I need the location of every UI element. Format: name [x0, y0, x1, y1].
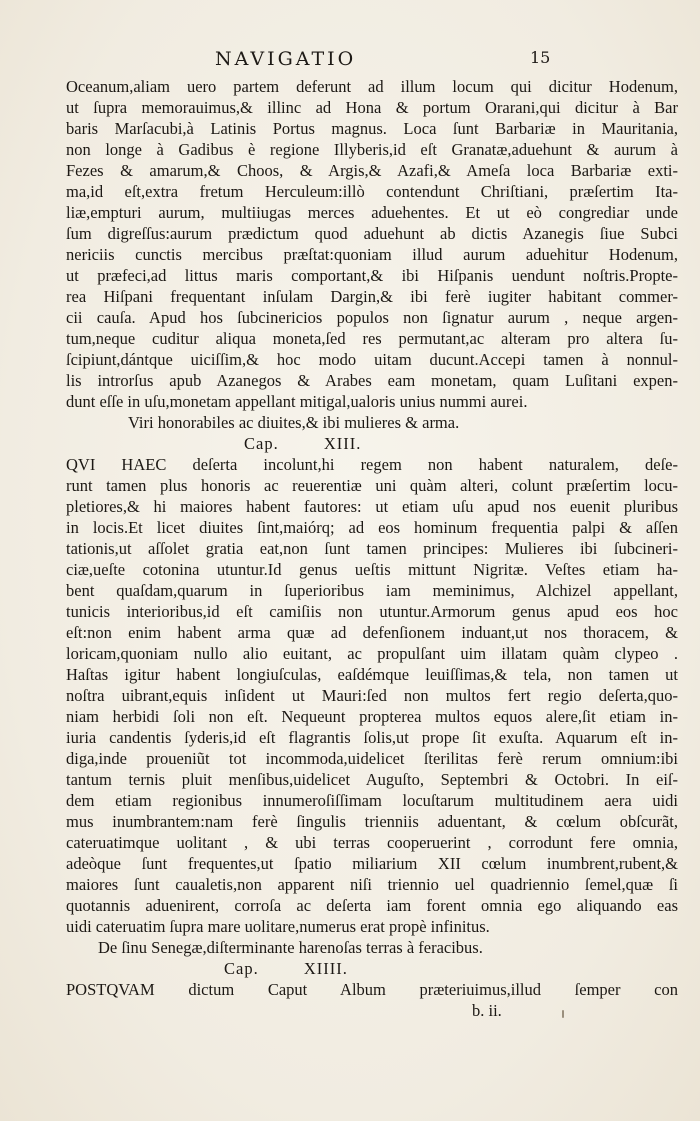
text-line: adeòque ſunt frequentes,ut ſpatio miliarium XII cœlum inumbrent,rubent,&: [66, 854, 678, 873]
text-line: ſcipiunt,dántque uiciſſim,& hoc modo uitam ducunt.Accepi tamen à nonnul-: [66, 350, 678, 369]
text-line: liæ,empturi aurum, multiiugas merces aduehentes. Et ut eò congrediar unde: [66, 203, 678, 222]
text-line: baris Marſacubi,à Latinis Portus magnus. Loca ſunt Barbariæ in Mauritania,: [66, 119, 678, 138]
text-line: Haſtas igitur habent longiuſculas, eaſdémque leuiſſimas,& tela, non tamen ut: [66, 665, 678, 684]
text-line: ma,id eſt,extra fretum Herculeum:illò contendunt Chriſtiani, præſertim Ita-: [66, 182, 678, 201]
text-line: diga,inde proueniũt tot incommoda,uidelicet ſterilitas ferè rerum omnium:ibi: [66, 749, 678, 768]
text-line: pletiores,& hi maiores habent fautores: ut etiam uſu apud nos euenit pluribus: [66, 497, 678, 516]
body-text: [66, 76, 678, 1021]
text-line: niam herbidi ſoli non eſt. Nequeunt propterea multos equos alere,ſit etiam in-: [66, 707, 678, 726]
text-line: ut præfeci,ad littus maris comportant,& ibi Hiſpanis uendunt noſtris.Propte-: [66, 266, 678, 285]
chapter-heading: Cap. XIIII.: [224, 959, 348, 978]
section-subtitle: Viri honorabiles ac diuites,& ibi mulieres & arma.: [128, 413, 460, 432]
text-line: mus inumbrantem:nam ferè ſingulis trienniis aduentant, & cœlum obſcurãt,: [66, 812, 678, 831]
text-line: loricam,quoniam nullo alio euitant, ac propulſant uim illatam quàm clypeo .: [66, 644, 678, 663]
text-line: QVI HAEC deſerta incolunt,hi regem non habent naturalem, deſe-: [66, 455, 678, 474]
section-subtitle: De ſinu Senegæ,diſterminante harenoſas terras à feracibus.: [98, 938, 483, 957]
text-line: cateruatimque uolitant , & ubi terras cooperuerint , corrodunt fere omnia,: [66, 833, 678, 852]
text-line: ut ſupra memorauimus,& illinc ad Hona & portum Orarani,qui dicitur à Bar: [66, 98, 678, 117]
text-line: tum,neque cuditur aliqua moneta,ſed res permutant,ac alteram pro altera ſu-: [66, 329, 678, 348]
page-number: 15: [530, 48, 551, 67]
text-line: lis introrſus apub Azanegos & Arabes eam monetam, quam Luſitani expen-: [66, 371, 678, 390]
text-line: dunt eſſe in uſu,monetam appellant mitigal,ualoris unius nummi aurei.: [66, 392, 528, 411]
text-line: noſtra uibrant,equis inſident ut Mauri:ſed non multos fert regio deſerta,quo-: [66, 686, 678, 705]
signature-mark: b. ii.: [472, 1001, 502, 1020]
text-line: nericiis cunctis mercibus præſtat:quoniam illud aurum aduehitur Hodenum,: [66, 245, 678, 264]
text-line: ſum digreſſus:aurum prædictum quod aduehunt ab dictis Azanegis ſiue Subci: [66, 224, 678, 243]
text-line: Oceanum,aliam uero partem deferunt ad illum locum qui dicitur Hodenum,: [66, 77, 678, 96]
text-line: runt tamen plus honoris ac reuerentiæ uni quàm alteri, colunt præſertim locu-: [66, 476, 678, 495]
text-line: non longe à Gadibus è regione Illyberis,id eſt Granatæ,aduehunt & aurum à: [66, 140, 678, 159]
text-line: tantum ternis pluit menſibus,uidelicet Auguſto, Septembri & Octobri. In eiſ-: [66, 770, 678, 789]
page-edge-mark: [562, 1010, 564, 1018]
text-line: cii cauſa. Apud hos ſubcinericios populos non ſignatur aurum , neque argen-: [66, 308, 678, 327]
text-line: maiores ſunt caualetis,non apparent niſi triennio uel quadriennio ſemel,quæ ſi: [66, 875, 678, 894]
text-line: uidi cateruatim ſupra mare uolitare,numerus erat propè infinitus.: [66, 917, 490, 936]
text-line: quotannis aduenirent, corroſa ac deſerta iam forent omnia ego aliquando eas: [66, 896, 678, 915]
text-line: tunicis interioribus,id eſt camiſiis non utuntur.Armorum genus apud eos hoc: [66, 602, 678, 621]
text-line: tationis,ut aſſolet gratia eat,non ſunt tamen principes: Mulieres ibi ſubcineri-: [66, 539, 678, 558]
text-line: rea Hiſpani frequentant inſulam Dargin,& ibi ferè iugiter habitant commer-: [66, 287, 678, 306]
chapter-heading: Cap. XIII.: [244, 434, 362, 453]
text-line: POSTQVAM dictum Caput Album præteriuimus,illud ſemper con: [66, 980, 678, 999]
text-line: dem etiam regionibus innumeroſiſſimam locuſtarum multitudinem aera uidi: [66, 791, 678, 810]
text-line: eſt:non enim habent arma quæ ad defenſionem induant,ut nos thoracem, &: [66, 623, 678, 642]
page-header: [0, 48, 700, 78]
text-line: iuria candentis ſyderis,id eſt flagrantis ſolis,ut prope ſit exuſta. Aquarum eſt in-: [66, 728, 678, 747]
text-line: Fezes & amarum,& Choos, & Argis,& Azafi,& Ameſa loca Barbariæ exti-: [66, 161, 678, 180]
text-line: bent quaſdam,quarum in ſuperioribus iam meminimus, Alchizel appellant,: [66, 581, 678, 600]
text-line: in locis.Et licet diuites ſint,maiórq; ad eos hominum frequentia palpi & aſſen: [66, 518, 678, 537]
running-title: NAVIGATIO: [215, 48, 357, 70]
text-line: ciæ,ueſte cotonina utuntur.Id genus ueſtis mittunt Nigritæ. Veſtes etiam ha-: [66, 560, 678, 579]
